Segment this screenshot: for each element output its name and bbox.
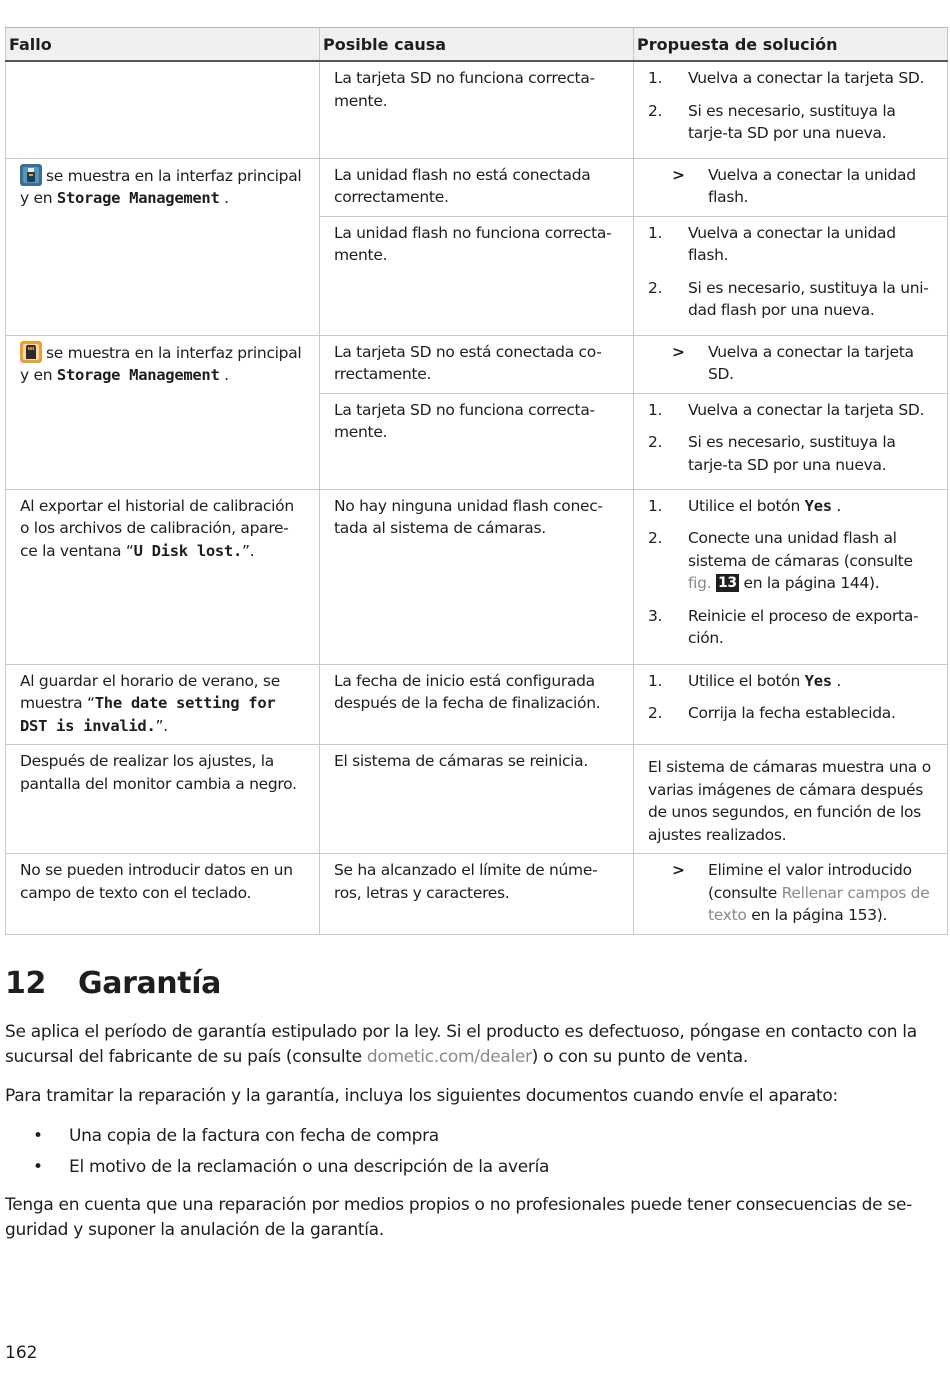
documents-paragraph: Para tramitar la reparación y la garantía, incluya los siguientes documentos cuando envíe el aparato: <box>5 1086 838 1106</box>
header-fallo: Fallo <box>6 28 320 62</box>
solution-step: 2. Si es necesario, sustituya la tarje-ta SD por una nueva. <box>648 101 896 142</box>
documents-list <box>5 1121 549 1183</box>
solution-cell <box>634 61 948 158</box>
fault-cell: se muestra en la interfaz principal y en Storage Management . <box>6 335 320 489</box>
fault-cell: Al guardar el horario de verano, se muestra “The date setting for DST is invalid.”. <box>6 664 320 745</box>
dealer-link[interactable]: dometic.com/dealer <box>366 1047 532 1067</box>
warranty-paragraph: Se aplica el período de garantía estipulado por la ley. Si el producto es defectuoso, póngase en contacto con la sucursal del fabricante de su país (consulte dometic.com/dealer) o con su punto de venta. <box>5 1022 917 1067</box>
solution-cell <box>634 393 948 489</box>
solution-step: 1. Utilice el botón Yes . <box>648 671 842 690</box>
fault-cell: Al exportar el historial de calibración o los archivos de calibración, apare-ce la ventana “U Disk lost.”. <box>6 489 320 664</box>
sd-card-icon <box>20 341 42 363</box>
solution-cell: El sistema de cámaras muestra una o varias imágenes de cámara después de unos segundos, en función de los ajustes realizados. <box>634 745 948 854</box>
table-header-row <box>6 28 948 62</box>
table-row <box>6 664 948 745</box>
solution-step: 2. Corrija la fecha establecida. <box>648 704 896 722</box>
cause-cell: La unidad flash no funciona correcta-mente. <box>320 216 634 335</box>
section-title: Garantía <box>78 966 221 1001</box>
solution-cell <box>634 664 948 745</box>
repair-notice-paragraph: Tenga en cuenta que una reparación por medios propios o no profesionales puede tener consecuencias de se-guridad y suponer la anulación de la garantía. <box>5 1195 912 1240</box>
solution-step: 1. Vuelva a conectar la tarjeta SD. <box>648 69 925 87</box>
solution-step: > Elimine el valor introducido (consulte Rellenar campos de texto en la página 153). <box>672 861 930 924</box>
solution-step: > Vuelva a conectar la tarjeta SD. <box>672 342 914 383</box>
solution-cell <box>634 216 948 335</box>
table-row <box>6 745 948 854</box>
cause-cell: La tarjeta SD no funciona correcta-mente. <box>320 61 634 158</box>
list-item: • Una copia de la factura con fecha de compra <box>33 1126 439 1146</box>
solution-step: 1. Vuelva a conectar la unidad flash. <box>648 223 896 264</box>
fault-cell: No se pueden introducir datos en un campo de texto con el teclado. <box>6 854 320 935</box>
header-posible-causa: Posible causa <box>320 28 634 62</box>
figure-link[interactable]: fig. <box>688 574 712 592</box>
table-row <box>6 61 948 158</box>
solution-step: 1. Utilice el botón Yes . <box>648 496 842 515</box>
solution-step: 2. Conecte una unidad flash al sistema de cámaras (consulte fig. 13 en la página 144). <box>648 529 913 592</box>
section-number: 12 <box>5 966 46 1001</box>
section-link[interactable]: Rellenar campos de texto <box>708 883 930 924</box>
solution-step: > Vuelva a conectar la unidad flash. <box>672 165 916 206</box>
cause-cell: La unidad flash no está conectada correctamente. <box>320 158 634 216</box>
solution-cell <box>634 158 948 216</box>
cause-cell: La fecha de inicio está configurada después de la fecha de finalización. <box>320 664 634 745</box>
table-row <box>6 158 948 216</box>
header-propuesta-solucion: Propuesta de solución <box>634 28 948 62</box>
troubleshooting-table <box>5 27 948 935</box>
section-heading <box>5 966 221 1001</box>
cause-cell: La tarjeta SD no está conectada co-rrectamente. <box>320 335 634 393</box>
fault-cell: se muestra en la interfaz principal y en Storage Management . <box>6 158 320 335</box>
table-row <box>6 489 948 664</box>
figure-number-badge: 13 <box>717 575 737 591</box>
page-number: 162 <box>5 1343 38 1363</box>
solution-step: 1. Vuelva a conectar la tarjeta SD. <box>648 400 925 419</box>
list-item: • El motivo de la reclamación o una descripción de la avería <box>33 1157 550 1177</box>
solution-step: 2. Si es necesario, sustituya la uni-dad flash por una nueva. <box>648 278 929 319</box>
solution-step: 2. Si es necesario, sustituya la tarje-ta SD por una nueva. <box>648 433 896 474</box>
solution-cell <box>634 854 948 935</box>
solution-step: 3. Reinicie el proceso de exporta-ción. <box>648 606 919 647</box>
solution-cell <box>634 335 948 393</box>
cause-cell: Se ha alcanzado el límite de núme-ros, letras y caracteres. <box>320 854 634 935</box>
fault-cell: Después de realizar los ajustes, la pantalla del monitor cambia a negro. <box>6 745 320 854</box>
cause-cell: El sistema de cámaras se reinicia. <box>320 745 634 854</box>
solution-cell <box>634 489 948 664</box>
cause-cell: No hay ninguna unidad flash conec-tada al sistema de cámaras. <box>320 489 634 664</box>
table-row <box>6 854 948 935</box>
cause-cell: La tarjeta SD no funciona correcta-mente. <box>320 393 634 489</box>
usb-drive-icon <box>20 164 42 186</box>
fault-cell <box>6 61 320 158</box>
table-row <box>6 335 948 393</box>
